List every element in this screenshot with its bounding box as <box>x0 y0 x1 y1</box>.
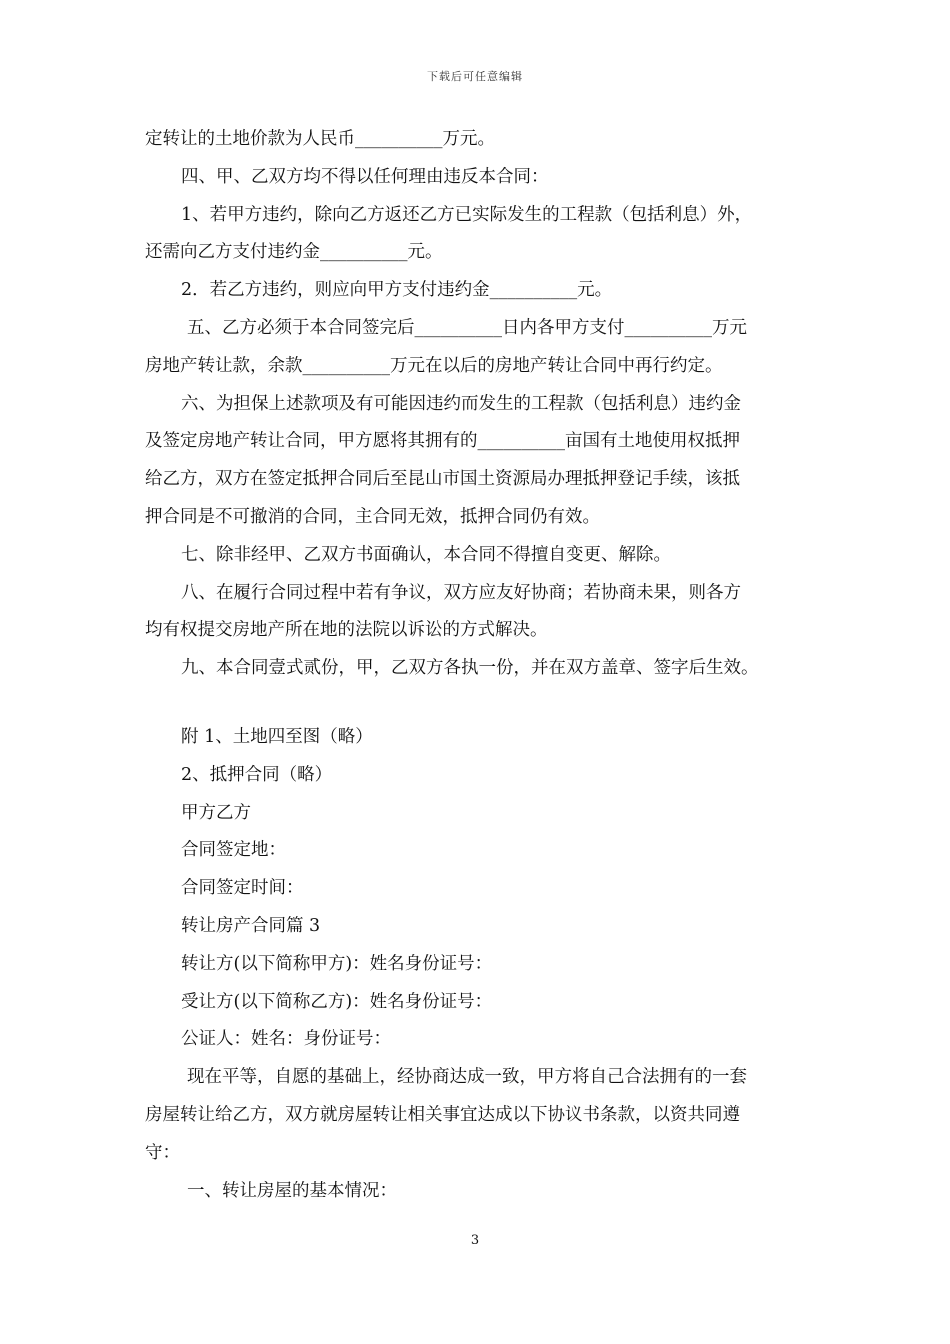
clause-5-line: 五、乙方必须于本合同签完后__________日内各甲方支付__________万元 <box>187 317 747 338</box>
paragraph-line: 押合同是不可撤消的合同，主合同无效，抵押合同仍有效。 <box>145 506 600 527</box>
transferee-line: 受让方(以下简称乙方)：姓名身份证号： <box>181 991 493 1012</box>
transferor-line: 转让方(以下简称甲方)：姓名身份证号： <box>181 953 493 974</box>
clause-9-line: 九、本合同壹式贰份，甲，乙双方各执一份，并在双方盖章、签字后生效。 <box>181 658 759 679</box>
paragraph-line: 定转让的土地价款为人民币__________万元。 <box>145 129 495 149</box>
clause-1-heading: 一、转让房屋的基本情况： <box>187 1180 397 1201</box>
spacer <box>145 688 825 719</box>
paragraph-line: 房地产转让款，余款__________万元在以后的房地产转让合同中再行约定。 <box>145 355 723 376</box>
signing-time: 合同签定时间： <box>181 878 304 899</box>
signing-place: 合同签定地： <box>181 840 286 861</box>
paragraph-line: 及签定房地产转让合同，甲方愿将其拥有的__________亩国有土地使用权抵押 <box>145 431 740 452</box>
clause-4-heading: 四、甲、乙双方均不得以任何理由违反本合同： <box>181 166 549 187</box>
signature-parties: 甲方乙方 <box>181 802 251 823</box>
page-number: 3 <box>470 1233 480 1248</box>
paragraph-line: 守： <box>145 1142 180 1163</box>
paragraph-line: 2．若乙方违约，则应向甲方支付违约金__________元。 <box>181 280 613 301</box>
clause-6-line: 六、为担保上述款项及有可能因违约而发生的工程款（包括利息）违约金 <box>181 393 741 414</box>
attachment-1: 附 1、土地四至图（略） <box>181 726 373 747</box>
paragraph-line: 均有权提交房地产所在地的法院以诉讼的方式解决。 <box>145 620 548 641</box>
paragraph-line: 房屋转让给乙方，双方就房屋转让相关事宜达成以下协议书条款，以资共同遵 <box>145 1104 740 1125</box>
paragraph-line: 现在平等，自愿的基础上，经协商达成一致，甲方将自己合法拥有的一套 <box>187 1067 747 1088</box>
attachment-2: 2、抵押合同（略） <box>181 764 333 785</box>
document-body <box>145 121 825 1210</box>
paragraph-line: 1、若甲方违约，除向乙方返还乙方已实际发生的工程款（包括利息）外， <box>181 204 753 225</box>
paragraph-line: 还需向乙方支付违约金__________元。 <box>145 242 443 263</box>
section-title: 转让房产合同篇 3 <box>181 915 321 936</box>
paragraph-line: 给乙方，双方在签定抵押合同后至昆山市国土资源局办理抵押登记手续，该抵 <box>145 469 740 490</box>
clause-8-line: 八、在履行合同过程中若有争议，双方应友好协商；若协商未果，则各方 <box>181 582 741 603</box>
page-header: 下载后可任意编辑 <box>427 70 523 83</box>
notary-line: 公证人：姓名：身份证号： <box>181 1029 391 1050</box>
clause-7-line: 七、除非经甲、乙双方书面确认，本合同不得擅自变更、解除。 <box>181 544 671 565</box>
